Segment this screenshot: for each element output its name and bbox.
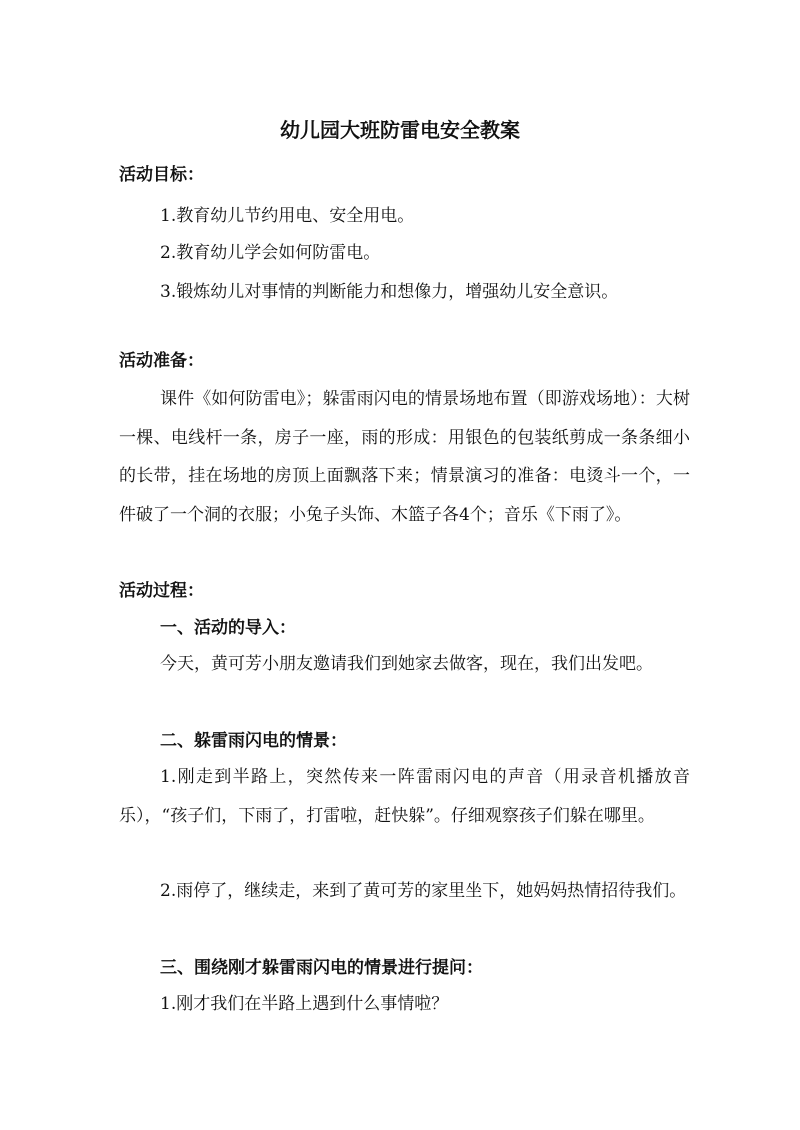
goal-item-3: 3.锻炼幼儿对事情的判断能力和想像力，增强幼儿安全意识。 [160, 282, 619, 302]
section-2-paragraph-2: 2.雨停了，继续走，来到了黄可芳的家里坐下，她妈妈热情招待我们。 [160, 881, 687, 901]
document-title: 幼儿园大班防雷电安全教案 [280, 118, 520, 142]
section-3-paragraph-1: 1.刚才我们在半路上遇到什么事情啦？ [160, 994, 449, 1014]
section-2-heading: 二、躲雷雨闪电的情景： [160, 731, 347, 751]
prep-heading: 活动准备： [119, 351, 204, 371]
section-1-paragraph: 今天，黄可芳小朋友邀请我们到她家去做客，现在，我们出发吧。 [160, 654, 653, 674]
section-2-paragraph-1: 1.刚走到半路上，突然传来一阵雷雨闪电的声音（用录音机播放音乐），“孩子们，下雨了，打雷啦，赶快躲”。仔细观察孩子们躲在哪里。 [119, 767, 690, 826]
goal-item-2: 2.教育幼儿学会如何防雷电。 [160, 243, 381, 263]
goals-heading: 活动目标： [119, 165, 204, 185]
process-heading: 活动过程： [119, 581, 204, 601]
section-3-heading: 三、围绕刚才躲雷雨闪电的情景进行提问： [160, 958, 483, 978]
prep-paragraph: 课件《如何防雷电》；躲雷雨闪电的情景场地布置（即游戏场地）：大树一棵、电线杆一条，房子一座，雨的形成：用银色的包装纸剪成一条条细小的长带，挂在场地的房顶上面飘落下来；情景演习的准备：电烫斗一个，一件破了一个洞的衣服；小兔子头饰、木篮子各4个；音乐《下雨了》。 [119, 389, 690, 525]
goal-item-1: 1.教育幼儿节约用电、安全用电。 [160, 206, 415, 226]
section-1-heading: 一、活动的导入： [160, 618, 296, 638]
